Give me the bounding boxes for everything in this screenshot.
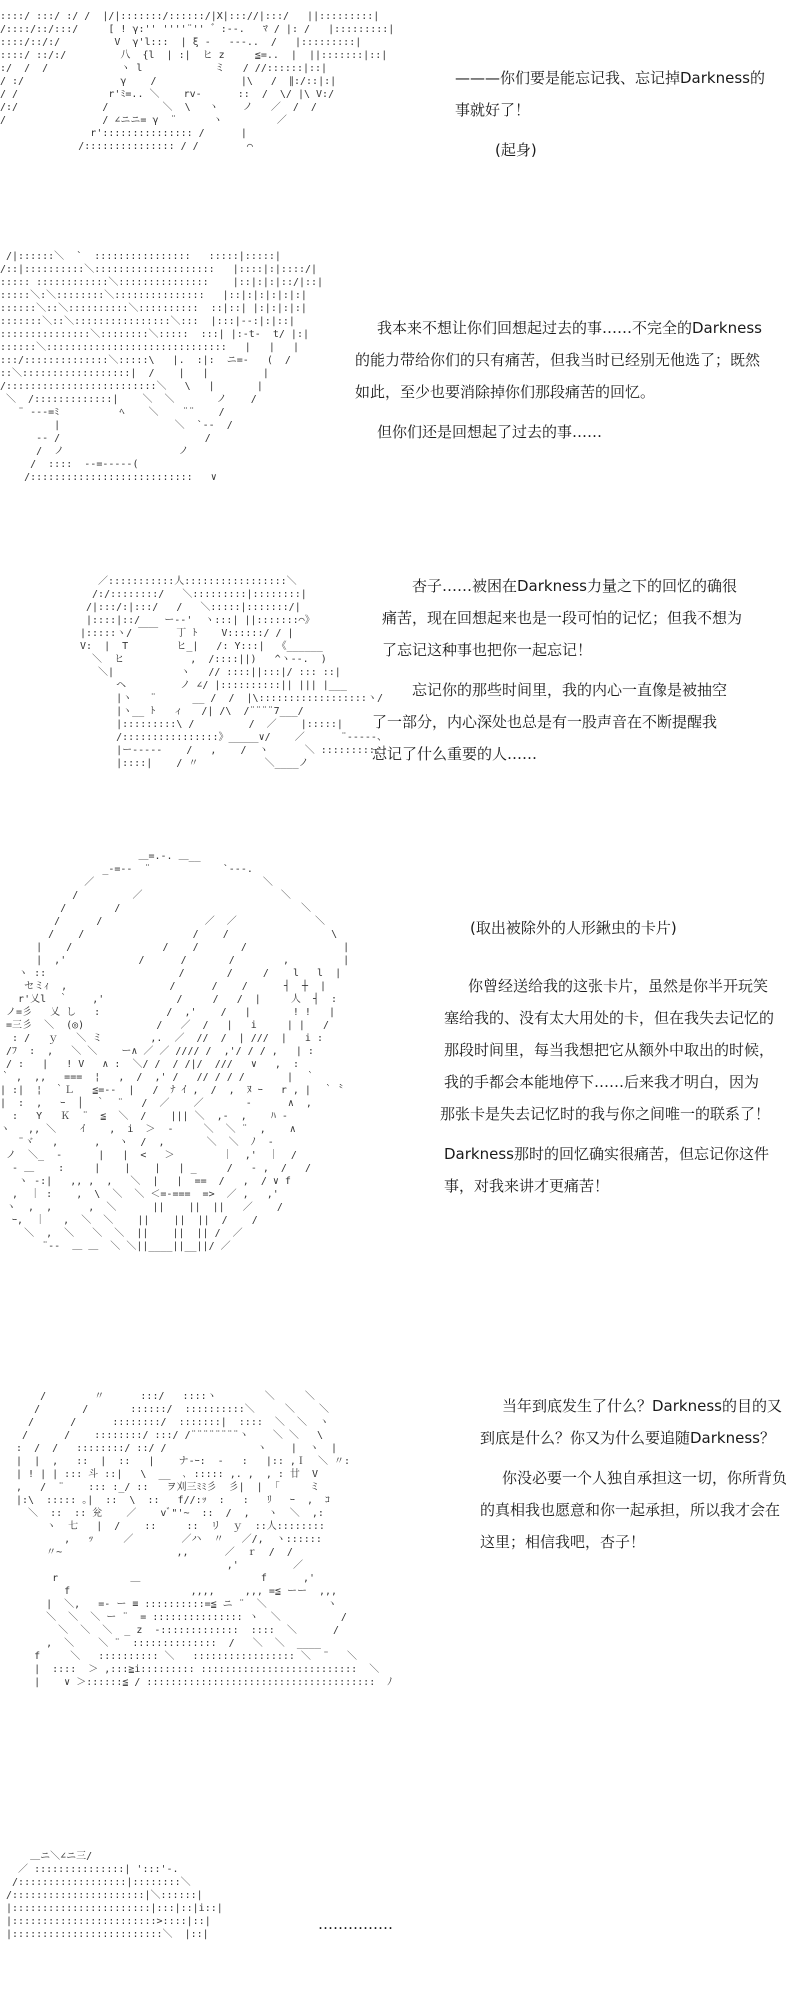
dialogue-line: 事就好了！ bbox=[455, 101, 531, 119]
dialogue-block bbox=[318, 1908, 393, 1940]
stage-direction: (起身) bbox=[495, 141, 537, 159]
dialogue-block bbox=[372, 570, 742, 770]
dialogue-line: 这里；相信我吧，杏子！ bbox=[480, 1533, 646, 1551]
panel-6 bbox=[0, 1850, 800, 2000]
dialogue-line: 你曾经送给我的这张卡片，虽然是你半开玩笑 bbox=[468, 977, 769, 995]
dialogue-line: 痛苦，现在回想起来也是一段可怕的记忆；但我不想为 bbox=[382, 609, 743, 627]
dialogue-line: 那张卡是失去记忆时的我与你之间唯一的联系了！ bbox=[440, 1105, 771, 1123]
dialogue-line: 塞给我的、没有太大用处的卡，但在我失去记忆的 bbox=[444, 1009, 775, 1027]
dialogue-line: 的真相我也愿意和你一起承担，所以我才会在 bbox=[480, 1501, 781, 1519]
dialogue-line: 的能力带给你们的只有痛苦，但我当时已经别无他选了；既然 bbox=[355, 351, 761, 369]
dialogue-block bbox=[355, 312, 762, 448]
panel-2 bbox=[0, 240, 800, 540]
dialogue-line: 那段时间里，每当我想把它从额外中取出的时候， bbox=[444, 1041, 775, 1059]
ascii-art-figure: / 〃 :::/ ::::ヽ ＼ ＼ / / ::::::/ ::::::::::＼ ＼ ＼ / / ::::::::/ :::::::| :::: ＼ ＼ ヽ / / ::::::::/ :::/ /¨¨¨¨¨¨¨¨ヽ ＼ ＼ \ : / / ::::::::/ ::/ / ヽ | ヽ | | | , :: | :: | ナ-ｰ: - : |:: ,Ｉ ＼ 〃: | ! | | ::: 斗 ::| \ __ ､ ::::: ,. , , : 廿 V , / ¨ ::: :_/ :: ヲ刈三ﾐﾐ彡 彡| | ｢ ミ |:\ ::::: ｡| :: \ :: f//:ｯ : : ﾘ ｰ , ｺ ＼ :: :: 兊 ／ vﾞ"'~ :: / , ヽ ＼ ,: ヽ 七 | / :: :: リ ｙ ::人:::::::: , ｯ ／ ／ハ 〃 ／/, ヽ:::::: 〃~ ,, ／ ｒ / / ,' ／ r ＿ f ,' f ,,,, ,,, =≦ ーー ,,, | ＼, =- ー ≡ ::::::::::=≦ ニ ¨ ＼ ヽ ＼ ＼ ＼ ー ¨ = ::::::::::::::: ヽ ＼ / ＼ ＼ ＼ _ z -::::::::::::: :::: ＼ / , ＼ ＼ ¨ :::::::::::::: / ＼ ＼ ____ f ＼ :::::::::: ＼ ::::::::::::::::: ＼ ¨ ＼ | :::: ＞ ,:::≧i::::::::: :::::::::::::::::::::::::: ＼ | ∨ ＞::::::≦ / :::::::::::::::::::::::::::::::::::::: ﾉ bbox=[16, 1391, 393, 1688]
stage-direction: (取出被除外的人形鍬虫的卡片) bbox=[470, 919, 677, 937]
dialogue-line: ———你们要是能忘记我、忘记掉Darkness的 bbox=[455, 69, 765, 87]
dialogue-block bbox=[470, 1390, 787, 1558]
ascii-art-figure: ::::/ :::/ :/ / |/|:::::::/::::::/|X|::://|:::/ ||:::::::::| /::::/::/:::/ [ ! γ:'' ''''¨'' ゛:--. ﾏ / |: / |:::::::::| ::::/::/:/ V γ'l::: | ξ ‐ ---.. / |:::::::::| ::::/ ::/:/ 八 {l | :| ヒ z ≦=.. | ||:::::::|::| :/ / / ヽ l ミ / //::::::|::| / :/ γ / |\ / ∥:/::|:| / / r'ﾐ=.. ＼ rv- :: / \/ |\ V:/ /:/ / ＼ \ ヽ ノ ／ / / / / ∠ニニ= γ ¨ ヽ ／ r'::::::::::::::: / | /::::::::::::::: / / ⌒ bbox=[0, 11, 395, 152]
ascii-art-figure: /|::::::＼ ` :::::::::::::::: :::::|:::::| /::|::::::::::＼:::::::::::::::::::: |::::|:|::::/| ::::: ::::::::::::＼::::::::::::::: |::|:|:|::/|::| :::::＼:＼::::::::＼::::::::::::::: |::|:|:|:|:|:| ::::::＼::＼::::::::::＼:::::::::: ::|::| |:|:|:|:| :::::::＼::＼::::::::::::::::＼::: |:::|--:|:|::| :::::::::::::::＼::::::::＼::::: :::| |:-t- t/ |:| ::::::＼:::::::::::::::::::::::::::::: | | | :::/::::::::::::::＼:::::\ |. :|: ニ=- ( / ::＼::::::::::::::::::| / | | | /:::::::::::::::::::::::::＼ \ | | ＼ /:::::::::::::| ＼ ＼ ノ / ¨ ‐--=ﾐ ﾍ ＼ ¨¨ / | ＼ `-- / -- / / / ノ ノ / :::: --=-----( /::::::::::::::::::::::::::: ∨ bbox=[0, 251, 324, 483]
dialogue-line: …………… bbox=[318, 1915, 393, 1933]
dialogue-line: 你没必要一个人独自承担这一切，你所背负 bbox=[502, 1469, 788, 1487]
dialogue-line: 当年到底发生了什么？Darkness的目的又 bbox=[502, 1397, 782, 1415]
dialogue-line: 我的手都会本能地停下……后来我才明白，因为 bbox=[444, 1073, 760, 1091]
dialogue-line: 了一部分，内心深处也总是有一股声音在不断提醒我 bbox=[372, 713, 718, 731]
panel-4 bbox=[0, 850, 800, 1370]
dialogue-line: 了忘记这种事也把你一起忘记！ bbox=[382, 641, 593, 659]
dialogue-line: 但你们还是回想起了过去的事…… bbox=[377, 423, 603, 441]
dialogue-line: 到底是什么？你又为什么要追随Darkness？ bbox=[480, 1429, 775, 1447]
panel-3 bbox=[0, 570, 800, 830]
panel-1 bbox=[0, 0, 800, 200]
panel-5 bbox=[0, 1390, 800, 1820]
dialogue-line: 如此，至少也要消除掉你们那段痛苦的回忆。 bbox=[355, 383, 656, 401]
ascii-art-figure: ＿=.-. ＿__ _-=-- ¨ `---. ／ ＼ / ／ ＼ / / ＼ / / ／ ／ ＼ / / / / \ | / / / / | | ,' / / / , | ヽ :: / / / l l | セミｨ , / / / ┤ ┼ | r'乂l ｀ ,' / / / | 人 ┤ : ノ=彡 乂 し : / ,' / | ! ! | =三彡 ＼ (◎) / ／ / | i | | / : / ｙ ＼ ミ ,. ／ // / | /// | i : /ﾌ : , ＼ ＼ ー∧ ／ ／ //// / ,'/ / / , | : / : | ! V ∧ : ＼/ / / /|/ /// ∨ , : ｀ , ,, === ¦ , / ,' / // / / / | ｀ | :| ¦ ｀Ｌ ≦=-- | / ﾅ ｲ , / , ﾇ ｰ r , | ｀〝 | : , ｰ │ ｀ ¨ / ／ ／ ‐ ∧ , : Y Ｋ ¨ ≦ ＼ / ||| ＼ ,‐ , ﾊ ‐ ヽ ,, ＼ ｲ , i ＞ - ＼ ＼ ¨ , ∧ ¨ヾ , , ヽ / , ＼ ＼ ﾉ ‐ ノ ＼_ ‐ | | < ＞ ｜ ,' ｜ / - ＿ : | | | | _ / ‐ , / / ヽ -:| ,, , , ＼ | | == / , / ∨ f , ｜ : , \ ＼ ＼ ＜=-=== => ／ , ,' ヽ , , , ＼ || || || ／ / ｰ, ｜ , ＼ ＼ || || || / / ＼ , ＼ ＼ ＼ || || || / ／ ¨-- ＿ ＿ ＼ ＼||____||__||/ ／ bbox=[0, 851, 350, 1252]
dialogue-block bbox=[455, 62, 765, 166]
dialogue-line: 我本来不想让你们回想起过去的事……不完全的Darkness bbox=[377, 319, 762, 337]
dialogue-line: 忘记你的那些时间里，我的内心一直像是被抽空 bbox=[412, 681, 728, 699]
dialogue-line: Darkness那时的回忆确实很痛苦，但忘记你这件 bbox=[444, 1145, 769, 1163]
dialogue-block bbox=[440, 970, 774, 1202]
dialogue-line: 杏子……被困在Darkness力量之下的回忆的确很 bbox=[412, 577, 737, 595]
dialogue-line: 事，对我来讲才更痛苦！ bbox=[444, 1177, 610, 1195]
dialogue-line: 忘记了什么重要的人…… bbox=[372, 745, 538, 763]
ascii-art-figure: ＿ニ＼∠ニ三/ ／ :::::::::::::::| ':::'-. /::::::::::::::::::|::::::::＼ /::::::::::::::::::::::|＼::::::| |:::::::::::::::::::::::|:::|::|i::| |::::::::::::::::::::::::>::::|::| |:::::::::::::::::::::::::＼ |::| bbox=[6, 1851, 223, 1940]
ascii-art-figure: ／:::::::::::人:::::::::::::::::＼ /:/::::::::/ ＼:::::::::|::::::::| /|:::/:|:::/ / ＼:::::|:::::::/| |::::|::/ ー-‐' ヽ:::| ||:::::::⌒》 |:::::ヽ/ ￣￣ 丁 ﾄ V::::::/ / | V: | T ヒ_| /: Y:::| 《______ ＼ ヒ , /::::||) ^ヽ‐-. ) ＼| ヽ // ::::||:::|/ ::: ::| ヘ ノ ∠/ |::::::::::|| ||| |___ |ヽ ¨ __ / / |\::::::::::::::::::ヽ/ |ヽ__ ﾄ ィ /| /\ /¨¨¨¨7___/ |:::::::::\ / / ／ |:::::| /::::::::::::::::》_____∨/ ／ ¨-----、 |ー----‐ / , / ヽ ＼ ::::::::::| |::::| / 〃 ＼____ノ bbox=[80, 576, 387, 769]
dialogue-block bbox=[470, 912, 677, 952]
